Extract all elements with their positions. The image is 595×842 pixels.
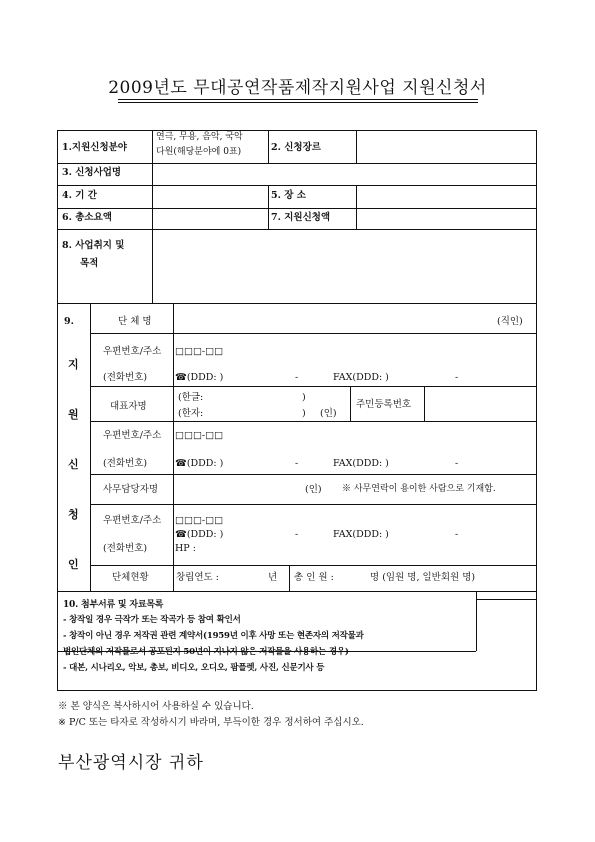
- status-label: 단체현황: [112, 572, 149, 583]
- field-label: 1.지원신청분야: [62, 142, 127, 153]
- dash: -: [455, 458, 459, 469]
- vertical-char: 원: [68, 408, 79, 421]
- note: ※ 본 양식은 복사하시어 사용하실 수 있습니다.: [58, 701, 254, 712]
- members-label: 총 인 원 :: [294, 572, 334, 583]
- manager-label: 사무담당자명: [103, 484, 159, 495]
- attachment-item: - 창작이 아닌 경우 저작권 관련 계약서(1959년 이후 사망 또는 현존자의 저작물과: [63, 631, 364, 641]
- page-title: 2009년도 무대공연작품제작지원사업 지원신청서: [108, 78, 487, 98]
- note: ※ P/C 또는 타자로 작성하시기 바라며, 부득이한 경우 정서하여 주십시오.: [58, 717, 364, 728]
- fax-value: FAX(DDD: ): [333, 529, 389, 540]
- paren: ): [302, 408, 306, 419]
- members-detail: 명 (임원 명, 일반회원 명): [370, 572, 476, 583]
- address-value: □□□-□□: [175, 430, 224, 441]
- field-options-line1: 연극, 무용, 음악, 국악: [156, 132, 243, 142]
- phone-label: (전화번호): [103, 372, 148, 383]
- requested-amount-label: 7. 지원신청액: [271, 212, 331, 223]
- attachment-item: - 창작일 경우 극작가 또는 작곡가 등 참여 확인서: [63, 615, 241, 625]
- address-label: 우편번호/주소: [103, 346, 162, 357]
- phone-label: (전화번호): [103, 543, 148, 554]
- total-cost-label: 6. 총소요액: [62, 212, 112, 223]
- hp-label: HP :: [175, 543, 196, 554]
- attachment-item: - 대본, 시나리오, 악보, 총보, 비디오, 오디오, 팜플렛, 사진, 신문기사 등: [63, 663, 325, 673]
- fax-value: FAX(DDD: ): [333, 458, 389, 469]
- address-value: □□□-□□: [175, 346, 224, 357]
- group-name-label: 단 체 명: [118, 316, 152, 327]
- manager-note: ※ 사무연락이 용이한 사람으로 기재함.: [342, 484, 496, 494]
- dash: -: [455, 529, 459, 540]
- vertical-char: 신: [68, 458, 79, 471]
- address-label: 우편번호/주소: [103, 430, 162, 441]
- korean-name: (한글:: [178, 392, 204, 403]
- title-underline-2: [118, 102, 478, 103]
- seal-small: (인): [320, 408, 337, 419]
- vertical-char: 인: [68, 558, 79, 571]
- dash: -: [295, 372, 299, 383]
- title-underline: [118, 99, 478, 100]
- phone-value: ☎(DDD: ): [175, 372, 224, 383]
- recipient-footer: 부산광역시장 귀하: [58, 753, 204, 773]
- period-label: 4. 기 간: [62, 190, 97, 201]
- field-options-line2: 다원(해당분야에 0표): [156, 147, 242, 157]
- venue-label: 5. 장 소: [271, 190, 306, 201]
- seal-mark: (직인): [497, 316, 523, 327]
- project-name-label: 3. 신청사업명: [62, 167, 122, 178]
- phone-value: ☎(DDD: ): [175, 458, 224, 469]
- founded-unit: 년: [268, 572, 278, 583]
- seal-small: (인): [305, 484, 322, 495]
- representative-label: 대표자명: [110, 401, 147, 412]
- paren: ): [302, 392, 306, 403]
- section9-number: 9.: [64, 316, 74, 327]
- purpose-label-line1: 8. 사업취지 및: [62, 240, 125, 251]
- hanja-name: (한자:: [178, 408, 204, 419]
- address-label: 우편번호/주소: [103, 515, 162, 526]
- fax-value: FAX(DDD: ): [333, 372, 389, 383]
- vertical-char: 청: [68, 508, 79, 521]
- phone-label: (전화번호): [103, 458, 148, 469]
- purpose-label-line2: 목적: [80, 258, 99, 269]
- dash: -: [295, 458, 299, 469]
- attachment-item: 법인단체의 저작물로서 공포된지 50년이 지나지 않은 저작물을 사용하는 경우): [63, 647, 349, 657]
- resident-id-label: 주민등록번호: [356, 399, 412, 410]
- address-value: □□□-□□: [175, 515, 224, 526]
- vertical-char: 지: [68, 358, 79, 371]
- genre-label: 2. 신청장르: [271, 142, 321, 153]
- dash: -: [455, 372, 459, 383]
- attachments-title: 10. 첨부서류 및 자료목록: [63, 600, 164, 610]
- dash: -: [295, 529, 299, 540]
- founded-label: 창립연도 :: [176, 572, 219, 583]
- phone-value: ☎(DDD: ): [175, 529, 224, 540]
